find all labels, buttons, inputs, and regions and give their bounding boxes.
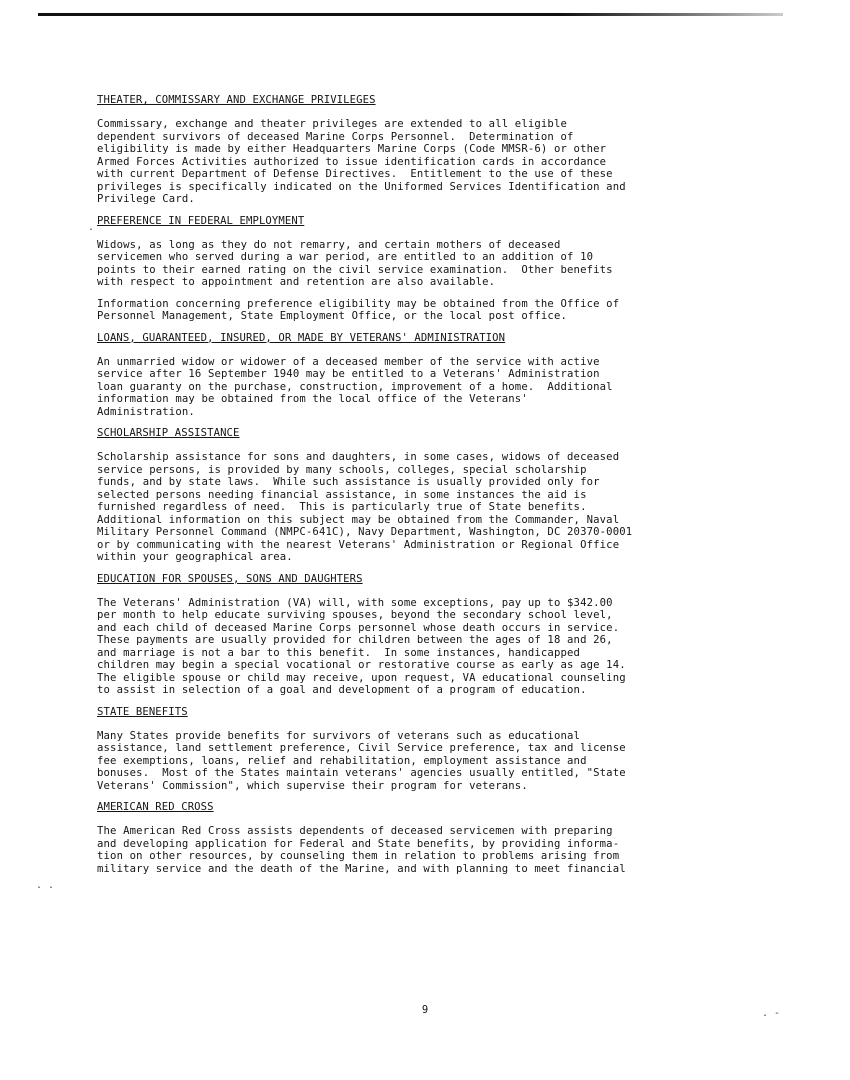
scan-speck: . . [36,880,55,891]
section-red-cross [97,801,737,875]
section-paragraph: The Veterans' Administration (VA) will, with some exceptions, pay up to $342.00 per month to help educate surviving spouses, beyond the secondary school level, and each child of deceased Marine Corps personnel whose death occurs in service. These payments are usually provided for children between the ages of 18 and 26, and marriage is not a bar to this benefit. In some instances, handicapped children may begin a special vocational or restorative course as early as age 14. The eligible spouse or child may receive, upon request, VA educational counseling to assist in selection of a goal and development of a program of education. [97,596,626,696]
section-loans [97,332,737,419]
scan-speck: . - [762,1008,781,1019]
section-federal-employment [97,215,737,323]
scan-speck: . [88,222,95,233]
section-theater-commissary [97,94,737,206]
section-paragraph: The American Red Cross assists dependents of deceased servicemen with preparing and developing application for Federal and State benefits, by providing informa- tion on other resources, by counseling them in relation to problems arising from military service and the death of the Marine, and with planning to meet financial [97,825,626,875]
section-heading: SCHOLARSHIP ASSISTANCE [97,427,240,439]
section-heading: THEATER, COMMISSARY AND EXCHANGE PRIVILEGES [97,94,376,106]
section-heading: AMERICAN RED CROSS [97,801,214,813]
section-heading: PREFERENCE IN FEDERAL EMPLOYMENT [97,214,305,227]
section-paragraph: Widows, as long as they do not remarry, and certain mothers of deceased servicemen who served during a war period, are entitled to an addition of 10 points to their earned rating on the civil service examination. Other benefits with respect to appointment and retention are also available. [97,238,613,288]
section-heading: EDUCATION FOR SPOUSES, SONS AND DAUGHTERS [97,572,363,585]
section-education [97,573,737,697]
page-number: 9 [421,1004,429,1016]
section-paragraph: Information concerning preference eligibility may be obtained from the Office of Personnel Management, State Employment Office, or the local post office. [97,297,620,322]
section-paragraph: Many States provide benefits for survivors of veterans such as educational assistance, land settlement preference, Civil Service preference, tax and license fee exemptions, loans, relief and rehabilitation, employment assistance and bonuses. Most of the States maintain veterans' agencies usually entitled, "State Veterans' Commission", which supervise their program for veterans. [97,729,626,792]
section-paragraph: Commissary, exchange and theater privileges are extended to all eligible dependent survivors of deceased Marine Corps Personnel. Determination of eligibility is made by either Headquarters Marine Corps (Code MMSR-6) or other Armed Forces Activities authorized to issue identification cards in accordance with current Department of Defense Directives. Entitlement to the use of these privileges is specifically indicated on the Uniformed Services Identification and Privilege Card. [97,118,626,205]
top-border-rule [38,13,783,16]
section-state-benefits [97,706,737,793]
section-paragraph: An unmarried widow or widower of a deceased member of the service with active service after 16 September 1940 may be entitled to a Veterans' Administration loan guaranty on the purchase, construction, improvement of a home. Additional information may be obtained from the local office of the Veterans' Administration. [97,355,613,418]
section-scholarship [97,427,737,564]
section-paragraph: Scholarship assistance for sons and daughters, in some cases, widows of deceased service persons, is provided by many schools, colleges, special scholarship funds, and by state laws. While such assistance is usually provided only for selected persons needing financial assistance, in some instances the aid is furnished regardless of need. This is particularly true of State benefits. Additional information on this subject may be obtained from the Commander, Naval Military Personnel Command (NMPC-641C), Navy Department, Washington, DC 20370-0001 or by communicating with the nearest Veterans' Administration or Regional Office within your geographical area. [97,451,633,563]
document-body [97,94,737,884]
section-heading: STATE BENEFITS [97,705,188,718]
section-heading: LOANS, GUARANTEED, INSURED, OR MADE BY VETERANS' ADMINISTRATION [97,331,506,344]
